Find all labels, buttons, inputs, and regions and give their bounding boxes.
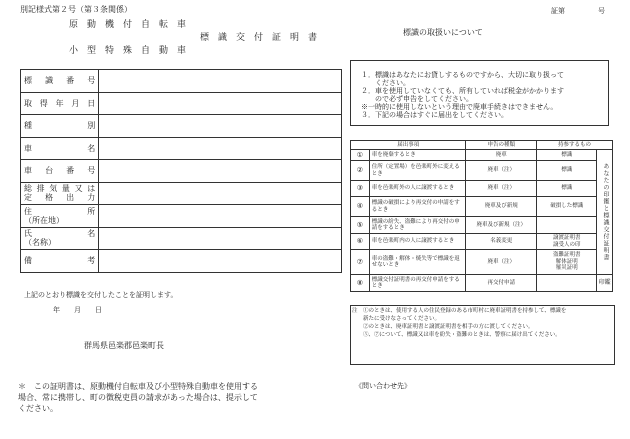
row-matter-line: せないとき (371, 262, 400, 268)
row-matter-line: 住所（定置場）を邑楽町外に変える (371, 164, 460, 170)
field-label-text: 住 所 (24, 206, 96, 216)
title-line-2: 小 型 特 殊 自 動 車 (69, 46, 187, 56)
notice-3: ３．下記の場合はすぐに届出をしてください。 (361, 111, 508, 119)
field-label (21, 92, 99, 115)
row-type: 廃車 (466, 150, 537, 161)
field-value[interactable] (99, 227, 342, 250)
row-item: 破損した標識 (550, 203, 584, 210)
field-label (21, 160, 99, 183)
field-row (21, 250, 342, 273)
field-row (21, 160, 342, 183)
row-items (537, 217, 597, 234)
field-label-text-2: （名称） (24, 238, 56, 248)
filing-row (351, 150, 613, 161)
note-3: ②のときは、廃車証明書と譲渡証明書を相手の方に渡してください。 (352, 324, 534, 330)
row-item: 標識 (561, 167, 573, 174)
row-matter (369, 197, 466, 217)
row-number: ⑧ (351, 275, 370, 292)
row-matter-line: 車を邑楽町内の人に譲渡するとき (371, 238, 455, 245)
row-item: 譲受人の印 (552, 241, 581, 248)
row-items (537, 234, 597, 250)
field-label-text-2: 定 格 出 力 (24, 193, 96, 203)
row-matter-line: 車を邑楽町外の人に譲渡するとき (371, 185, 455, 192)
row-type: 再交付申請 (466, 275, 537, 292)
field-label (21, 137, 99, 160)
field-value[interactable] (99, 160, 342, 183)
row-type: 廃車（注） (466, 161, 537, 181)
field-value[interactable] (99, 205, 342, 228)
row-type: 廃車（注） (466, 250, 537, 275)
row-matter-line: 標識の破損により再交付の申請をす (371, 200, 460, 206)
filing-table (350, 140, 613, 292)
row-type: 廃車及び新規（注） (466, 217, 537, 234)
field-label (21, 205, 99, 228)
row-items (537, 197, 597, 217)
row-number: ⑤ (351, 217, 370, 234)
field-label (21, 70, 99, 93)
row-item: 解体証明 (555, 258, 578, 265)
row-matter-line: 請をするとき (371, 225, 405, 231)
field-label-text: 取 得 年 月 日 (24, 98, 96, 108)
row-number: ⑦ (351, 250, 370, 275)
field-label-text: 氏 名 (24, 229, 96, 239)
field-row (21, 115, 342, 138)
row-items (537, 150, 597, 161)
filing-row (351, 181, 613, 197)
filing-row (351, 217, 613, 234)
row-matter-line: とき (371, 170, 383, 177)
row-items (537, 275, 597, 292)
cert-statement: 上記のとおり標識を交付したことを証明します。 (24, 291, 178, 299)
row-item: 標識 (561, 185, 573, 192)
row-item: 標識 (561, 151, 573, 158)
notice-1: １．標識はあなたにお貸しするものですから、大切に取り扱って (361, 71, 564, 79)
row-items (537, 161, 597, 181)
header-items: 持参するもの (537, 141, 613, 150)
row-matter-line: 車を廃棄するとき (371, 151, 416, 158)
footnote-line-3: ください。 (18, 404, 58, 413)
notice-2b: ので必ず申告をしてください。 (361, 95, 473, 103)
field-value[interactable] (99, 182, 342, 205)
date-line: 年 月 日 (53, 306, 102, 314)
filing-row (351, 197, 613, 217)
doc-title: 標 識 交 付 証 明 書 (200, 33, 318, 43)
row-number: ④ (351, 197, 370, 217)
cert-no-suffix: 号 (598, 7, 605, 15)
field-label (21, 250, 99, 273)
field-value[interactable] (99, 115, 342, 138)
row-items (537, 250, 597, 275)
field-label-text: 標 識 番 号 (24, 76, 96, 86)
filing-row (351, 161, 613, 181)
contact-label: 《問い合わせ先》 (355, 382, 411, 390)
note-1: 注 ①のときは、使用する人の住民登録のある市町村に廃車証明書を持参して、標識を (352, 308, 567, 314)
row-type: 廃車及び新規 (466, 197, 537, 217)
row-number: ② (351, 161, 370, 181)
row-type: 名義変更 (466, 234, 537, 250)
row-item: 譲渡証明書 (552, 235, 581, 241)
row-number: ① (351, 150, 370, 161)
row-matter (369, 161, 466, 181)
row-type: 廃車（注） (466, 181, 537, 197)
field-label (21, 182, 99, 205)
field-value[interactable] (99, 250, 342, 273)
field-row (21, 137, 342, 160)
row-number: ③ (351, 181, 370, 197)
row-matter-line: 車の盗難・解体・焼失等で標識を返 (371, 255, 460, 262)
vehicle-info-table (20, 69, 342, 273)
field-label-text: 備 考 (24, 256, 96, 266)
row-matter (369, 275, 466, 292)
footnote-line-1: ＊ この証明書は、原動機付自転車及び小型特殊自動車を使用する (18, 382, 258, 391)
handling-title: 標識の取扱いについて (403, 28, 483, 37)
note-4: ⑤、⑦について、標識又は車を紛失・盗難のときは、警察に届け出てください。 (352, 332, 561, 338)
field-row (21, 205, 342, 228)
notice-2: ２．車を使用していなくても、所有していれば税金がかかります (361, 87, 564, 95)
row-matter-line: 標識の紛失、盗難により再交付の申 (371, 218, 460, 225)
field-label-text: 総 排 気 量 又 は (24, 184, 96, 194)
field-label-text: 車 名 (24, 143, 96, 153)
filing-row (351, 250, 613, 275)
field-label (21, 227, 99, 250)
row-matter-line: とき (371, 283, 383, 289)
title-line-1: 原 動 機 付 自 転 車 (69, 20, 187, 30)
issuer: 群馬県邑楽郡邑楽町長 (84, 341, 164, 350)
field-label-text-2: （所在地） (24, 215, 64, 225)
row-item: 罹災証明 (555, 265, 578, 272)
field-row (21, 92, 342, 115)
field-row (21, 182, 342, 205)
field-row (21, 70, 342, 93)
row-matter (369, 234, 466, 250)
row-number: ⑥ (351, 234, 370, 250)
footnote-line-2: 場合、常に携帯し、町の徴税吏員の請求があった場合は、提示して (18, 393, 258, 402)
filing-row (351, 275, 613, 292)
field-value[interactable] (99, 92, 342, 115)
field-value[interactable] (99, 137, 342, 160)
field-value[interactable] (99, 70, 342, 93)
header-type: 申告の種類 (466, 141, 537, 150)
form-id: 別記様式第２号（第３条関係） (20, 5, 132, 14)
row-matter (369, 181, 466, 197)
cert-no-label: 証第 (551, 7, 565, 15)
field-label-text: 種 別 (24, 121, 96, 131)
seal-label: 印鑑 (597, 275, 613, 292)
row-matter-line: 標識交付証明書の再交付申請をする (371, 276, 460, 283)
row-matter (369, 250, 466, 275)
header-matter: 届出事項 (351, 141, 466, 150)
row-items (537, 181, 597, 197)
row-matter-line: るとき (371, 206, 389, 213)
notice-asterisk: ※一時的に使用しないという理由で廃車手続きはできません。 (361, 103, 558, 111)
field-row (21, 227, 342, 250)
row-matter (369, 217, 466, 234)
row-matter (369, 150, 466, 161)
filing-row (351, 234, 613, 250)
side-note: あなたの印鑑と標識交付証明書 (597, 150, 613, 275)
note-2: 新たに受けなさってください。 (352, 316, 441, 322)
row-item: 盗難証明書 (552, 252, 581, 259)
notice-1b: ください。 (361, 79, 410, 87)
field-label (21, 115, 99, 138)
field-label-text: 車 台 番 号 (24, 166, 96, 176)
